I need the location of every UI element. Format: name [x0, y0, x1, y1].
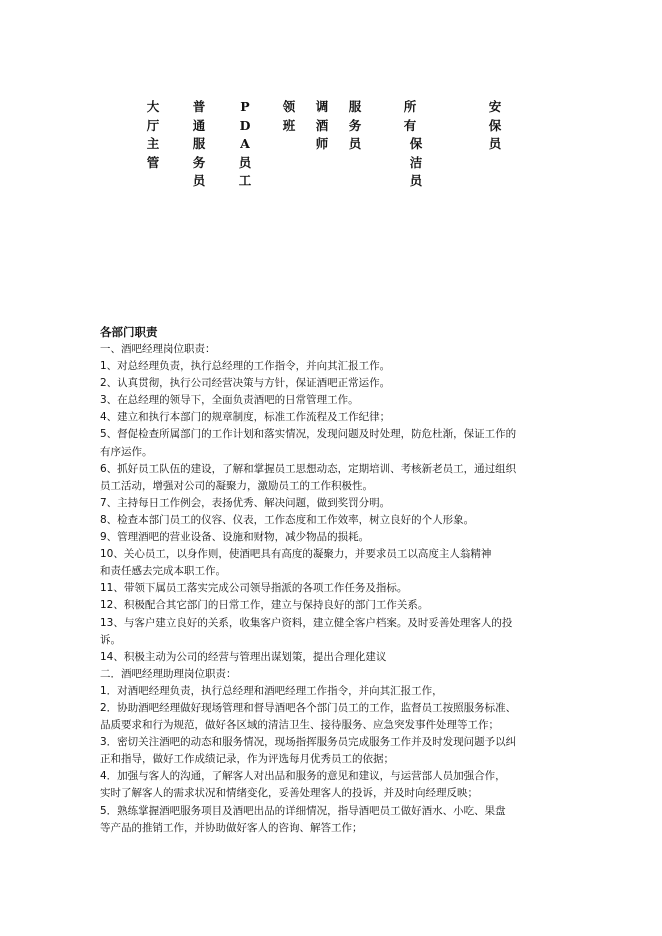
role-column-cleaners	[402, 98, 424, 191]
role-column-general-staff	[191, 98, 207, 191]
role-char: 员	[348, 136, 362, 151]
text-line: 有序运作。	[100, 445, 153, 458]
role-char: 班	[282, 117, 296, 133]
text-line: 4．加强与客人的沟通，了解客人对出品和服务的意见和建议，与运营部人员加强合作，	[100, 770, 506, 783]
role-char: 安	[488, 99, 502, 114]
text-line: 和责任感去完成本职工作。	[100, 565, 226, 578]
role-char: 调	[315, 99, 329, 114]
text-line: 二．酒吧经理助理岗位职责：	[100, 667, 237, 680]
role-char: 管	[146, 154, 160, 170]
role-column-pda-staff	[237, 98, 253, 191]
role-char: 普	[192, 99, 206, 114]
text-line: 12、积极配合其它部门的日常工作，建立与保持良好的部门工作关系。	[100, 599, 429, 612]
role-char: 员	[409, 173, 423, 188]
text-line: 5．熟练掌握酒吧服务项目及酒吧出品的详细情况，指导酒吧员工做好酒水、小吃、果盘	[100, 804, 506, 817]
text-line: 3、在总经理的领导下，全面负责酒吧的日常管理工作。	[100, 394, 359, 407]
role-char: 酒	[315, 117, 329, 133]
role-char: 主	[146, 136, 160, 151]
text-line: 11、带领下属员工落实完成公司领导指派的各项工作任务及指标。	[100, 582, 408, 595]
role-char: P	[240, 99, 250, 114]
text-line: 正和指导，做好工作成绩记录，作为评选每月优秀员工的依据；	[100, 753, 394, 766]
role-char: 务	[192, 154, 206, 170]
text-line: 14、积极主动为公司的经营与管理出谋划策，提出合理化建议	[100, 650, 387, 663]
text-line: 1、对总经理负责，执行总经理的工作指令，并向其汇报工作。	[100, 360, 391, 373]
text-line: 5、督促检查所属部门的工作计划和落实情况，发现问题及时处理，防危杜渐，保证工作的	[100, 428, 517, 441]
role-char: 师	[315, 136, 329, 151]
text-line: 1．对酒吧经理负责，执行总经理和酒吧经理工作指令，并向其汇报工作，	[100, 684, 443, 697]
role-char: 工	[238, 173, 252, 188]
role-column-hall-supervisor	[145, 98, 161, 172]
role-column-team-leader	[281, 98, 297, 135]
text-line: 员工活动，增强对公司的凝聚力，激励员工的工作积极性。	[100, 479, 373, 492]
department-responsibilities	[100, 324, 570, 837]
text-line: 4、建立和执行本部门的规章制度，标准工作流程及工作纪律；	[100, 411, 391, 424]
role-char: D	[239, 117, 251, 133]
text-line: 等产品的推销工作，并协助做好客人的咨询、解答工作；	[100, 821, 363, 834]
role-char: 员	[488, 136, 502, 151]
role-char: 服	[192, 136, 206, 151]
role-char: 所	[403, 99, 417, 114]
role-char: 员	[238, 154, 252, 170]
text-line: 8、检查本部门员工的仪容、仪表，工作态度和工作效率，树立良好的个人形象。	[100, 513, 475, 526]
role-char: 领	[282, 99, 296, 114]
role-char: 大	[146, 99, 160, 114]
role-char: 通	[192, 117, 206, 133]
text-line: 一、酒吧经理岗位职责：	[100, 343, 216, 355]
text-line: 诉。	[100, 633, 121, 646]
role-char: A	[240, 136, 250, 151]
text-line: 6、抓好员工队伍的建设，了解和掌握员工思想动态，定期培训、考核新老员工，通过组织	[100, 462, 517, 475]
section-title: 各部门职责	[100, 325, 158, 339]
role-char: 服	[348, 99, 362, 114]
role-char: 务	[348, 117, 362, 133]
role-column-security	[487, 98, 503, 154]
text-line: 2、认真贯彻，执行公司经营决策与方针，保证酒吧正常运作。	[100, 377, 391, 390]
role-char: 有	[403, 117, 417, 133]
text-line: 3．密切关注酒吧的动态和服务情况，现场指挥服务员完成服务工作并及时发现问题予以纠	[100, 736, 517, 749]
text-line: 实时了解客人的需求状况和情绪变化，妥善处理客人的投诉，并及时向经理反映；	[100, 787, 478, 800]
text-line: 10、关心员工，以身作则，使酒吧具有高度的凝聚力，并要求员工以高度主人翁精神	[100, 548, 492, 561]
role-char: 厅	[146, 117, 160, 133]
role-char: 洁	[409, 154, 423, 170]
text-line: 2．协助酒吧经理做好现场管理和督导酒吧各个部门员工的工作，监督员工按照服务标准、	[100, 701, 517, 714]
text-line: 品质要求和行为规范，做好各区域的清洁卫生、接待服务、应急突发事件处理等工作；	[100, 719, 499, 732]
role-column-waiter	[347, 98, 363, 154]
text-line: 9、管理酒吧的营业设备、设施和财物，减少物品的损耗。	[100, 531, 370, 544]
role-char: 保	[409, 136, 423, 151]
role-char: 保	[488, 117, 502, 133]
role-column-bartender	[314, 98, 330, 154]
role-char: 员	[192, 173, 206, 188]
text-line: 13、与客户建立良好的关系，收集客户资料，建立健全客户档案。及时妥善处理客人的投	[100, 616, 513, 629]
text-line: 7、主持每日工作例会，表扬优秀、解决问题，做到奖罚分明。	[100, 496, 391, 509]
